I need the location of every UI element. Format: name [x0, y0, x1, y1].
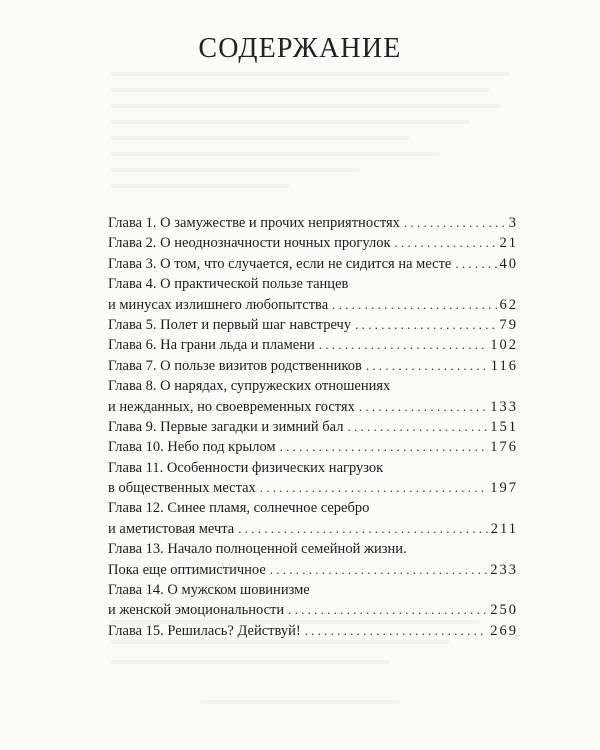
- chapter-title: и минусах излишнего любопытства: [108, 296, 329, 313]
- toc-line: [108, 560, 518, 580]
- toc-entry: [108, 580, 518, 621]
- toc-line: [108, 600, 518, 620]
- chapter-title: Глава 7. О пользе визитов родственников: [108, 357, 362, 374]
- toc-entry: [108, 539, 518, 580]
- bleed-through-line: [110, 104, 500, 108]
- toc-line: [108, 254, 518, 274]
- dot-leader: [404, 213, 506, 233]
- chapter-title: Глава 1. О замужестве и прочих неприятностях: [108, 215, 400, 231]
- page-number: 233: [490, 561, 518, 578]
- toc-entry: [108, 621, 518, 641]
- toc-entry: [108, 376, 518, 417]
- chapter-title: Глава 11. Особенности физических нагрузок: [108, 459, 384, 476]
- toc-line: [108, 315, 518, 335]
- page-number: 116: [490, 357, 518, 374]
- table-of-contents: [108, 213, 518, 641]
- chapter-title: Глава 10. Небо под крылом: [108, 439, 276, 456]
- page-title: СОДЕРЖАНИЕ: [198, 33, 402, 64]
- toc-line: [108, 519, 518, 539]
- toc-entry: [108, 458, 518, 499]
- chapter-title: Глава 5. Полет и первый шаг навстречу: [108, 316, 352, 333]
- page-number: 79: [499, 316, 518, 333]
- page-number: 151: [490, 418, 518, 435]
- toc-entry: [108, 315, 518, 335]
- page-number: 21: [499, 235, 518, 252]
- toc-line: [108, 417, 518, 437]
- page-number: 62: [499, 296, 518, 313]
- toc-line: [108, 376, 518, 396]
- chapter-title: Пока еще оптимистичное: [108, 561, 266, 578]
- bleed-through-line: [110, 168, 360, 172]
- page-number: 3: [508, 215, 518, 231]
- dot-leader: [332, 295, 496, 315]
- toc-line: [108, 397, 518, 417]
- chapter-title: и нежданных, но своевременных гостях: [108, 398, 355, 415]
- chapter-title: Глава 3. О том, что случается, если не сидится на месте: [108, 255, 452, 272]
- page-number: 40: [499, 255, 518, 272]
- page-number: 197: [490, 480, 518, 497]
- toc-line: [108, 437, 518, 457]
- dot-leader: [260, 478, 487, 498]
- bleed-through-line: [200, 700, 400, 704]
- toc-line: [108, 274, 518, 294]
- bleed-through-line: [110, 120, 470, 124]
- chapter-title: в общественных местах: [108, 480, 256, 497]
- chapter-title: Глава 6. На грани льда и пламени: [108, 337, 315, 354]
- toc-entry: [108, 254, 518, 274]
- toc-entry: [108, 356, 518, 376]
- bleed-through-line: [110, 136, 410, 140]
- toc-line: [108, 356, 518, 376]
- toc-line: [108, 580, 518, 600]
- toc-line: [108, 621, 518, 641]
- dot-leader: [270, 560, 487, 580]
- chapter-title: и женской эмоциональности: [108, 602, 285, 619]
- toc-line: [108, 335, 518, 355]
- toc-line: [108, 233, 518, 253]
- toc-line: [108, 539, 518, 559]
- toc-line: [108, 458, 518, 478]
- dot-leader: [288, 600, 487, 620]
- chapter-title: Глава 4. О практической пользе танцев: [108, 276, 349, 293]
- bleed-through-line: [110, 152, 440, 156]
- page-number: 211: [490, 520, 518, 537]
- toc-entry: [108, 213, 518, 233]
- bleed-through-line: [110, 184, 290, 188]
- chapter-title: Глава 13. Начало полноценной семейной жизни.: [108, 541, 407, 558]
- dot-leader: [355, 315, 496, 335]
- dot-leader: [455, 254, 496, 274]
- toc-entry: [108, 498, 518, 539]
- dot-leader: [238, 519, 488, 539]
- toc-entry: [108, 274, 518, 315]
- chapter-title: Глава 8. О нарядах, супружеских отношениях: [108, 378, 391, 395]
- dot-leader: [280, 437, 488, 457]
- bleed-through-line: [110, 88, 490, 92]
- page-number: 269: [490, 622, 518, 639]
- toc-line: [108, 478, 518, 498]
- dot-leader: [347, 417, 487, 437]
- dot-leader: [359, 397, 487, 417]
- chapter-title: Глава 2. О неоднозначности ночных прогулок: [108, 235, 391, 252]
- dot-leader: [366, 356, 488, 376]
- page-number: 176: [490, 439, 518, 456]
- chapter-title: и аметистовая мечта: [108, 520, 235, 537]
- page-number: 250: [490, 602, 518, 619]
- chapter-title: Глава 9. Первые загадки и зимний бал: [108, 418, 344, 435]
- toc-entry: [108, 335, 518, 355]
- page-number: 133: [490, 398, 518, 415]
- chapter-title: Глава 12. Синее пламя, солнечное серебро: [108, 500, 370, 517]
- toc-entry: [108, 417, 518, 437]
- chapter-title: Глава 15. Решилась? Действуй!: [108, 622, 301, 639]
- chapter-title: Глава 14. О мужском шовинизме: [108, 582, 310, 599]
- toc-entry: [108, 437, 518, 457]
- toc-line: [108, 295, 518, 315]
- toc-line: [108, 213, 518, 233]
- bleed-through-line: [110, 660, 390, 664]
- toc-line: [108, 498, 518, 518]
- dot-leader: [319, 335, 488, 355]
- dot-leader: [305, 621, 488, 641]
- page-number: 102: [490, 337, 518, 354]
- dot-leader: [395, 233, 497, 253]
- toc-entry: [108, 233, 518, 253]
- bleed-through-line: [110, 72, 510, 76]
